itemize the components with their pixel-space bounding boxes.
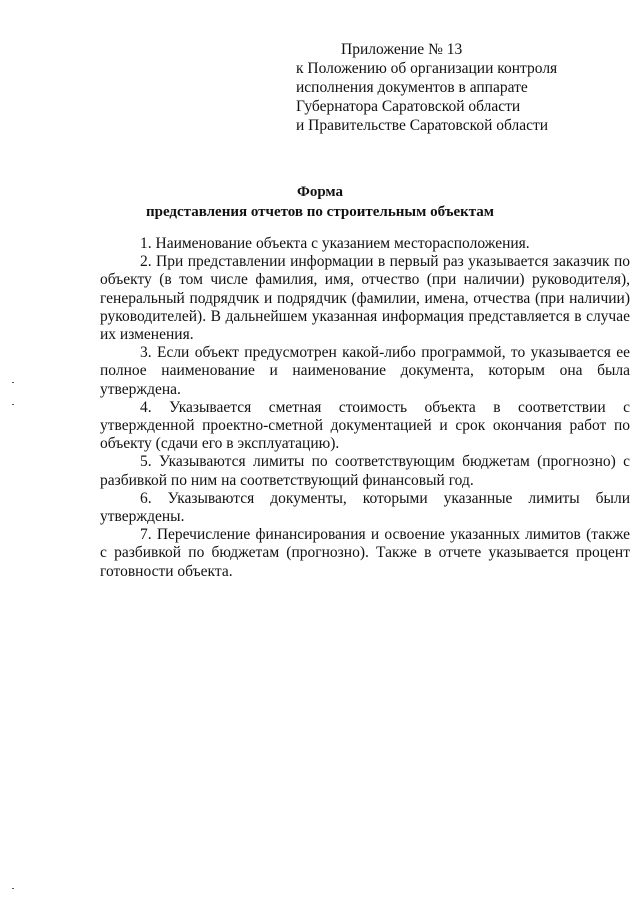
form-title: Форма: [296, 184, 344, 200]
instruction-item: 3. Если объект предусмотрен какой-либо программой, то указывается ее полное наименование и наименование документа, которым она была утверждена.: [100, 344, 630, 398]
appendix-header: [296, 40, 616, 135]
instructions-list: [100, 235, 630, 581]
instruction-item: 6. Указываются документы, которыми указанные лимиты были утверждены.: [100, 489, 630, 526]
scan-speck: [12, 382, 14, 383]
instruction-item: 2. При представлении информации в первый раз указывается заказчик по объекту (в том числе фамилия, имя, отчество (при наличии) руководителя), генеральный подрядчик и подрядчик (фамилии, имена, отчества (при наличии) руководителей). В дальнейшем указанная информация представляется в случае их изменения.: [100, 253, 630, 344]
instruction-item: 1. Наименование объекта с указанием месторасположения.: [140, 235, 530, 252]
appendix-line: к Положению об организации контроля: [296, 60, 558, 77]
instruction-item: 4. Указывается сметная стоимость объекта в соответствии с утвержденной проектно-сметной документацией и срок окончания работ по объекту (сдачи его в эксплуатацию).: [100, 398, 630, 453]
appendix-line: и Правительстве Саратовской области: [296, 117, 549, 134]
appendix-line: исполнения документов в аппарате: [296, 79, 528, 96]
instruction-item: 7. Перечисление финансирования и освоение указанных лимитов (также с разбивкой по бюджетам (прогнозно). Также в отчете указывается процент готовности объекта.: [100, 526, 630, 580]
scan-speck: [12, 888, 14, 889]
instruction-item: 5. Указываются лимиты по соответствующим бюджетам (прогнозно) с разбивкой по ним на соответствующий финансовый год.: [100, 453, 630, 489]
scan-speck: [12, 404, 14, 405]
form-subtitle: представления отчетов по строительным объектам: [145, 204, 495, 220]
appendix-line: Губернатора Саратовской области: [296, 98, 521, 115]
form-heading: [100, 182, 540, 222]
appendix-title: Приложение № 13: [341, 41, 463, 58]
